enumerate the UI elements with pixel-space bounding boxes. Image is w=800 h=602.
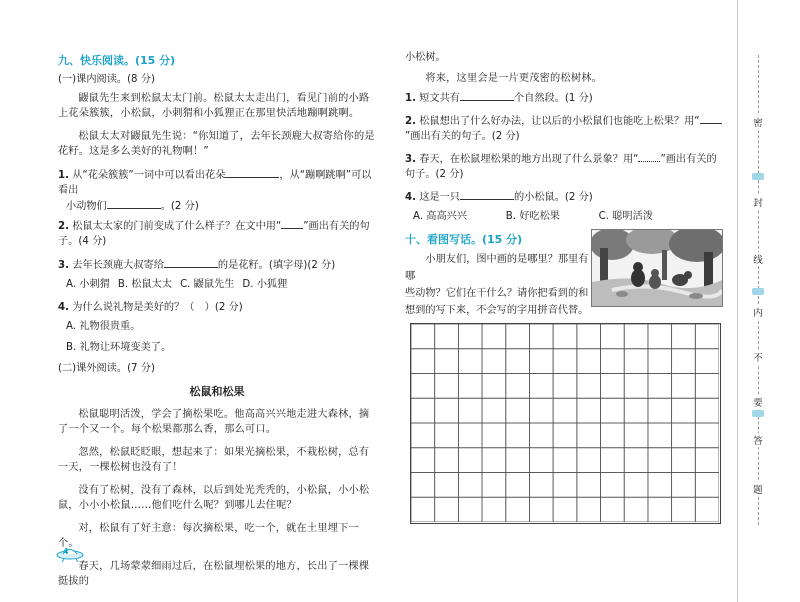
writing-cell[interactable] [695, 324, 719, 349]
writing-cell[interactable] [506, 374, 530, 399]
writing-cell[interactable] [482, 448, 506, 473]
writing-cell[interactable] [529, 374, 553, 399]
story-paragraph-3: 没有了松树，没有了森林，以后到处光秃秃的，小松鼠，小小松鼠，小小小松鼠……他们吃什么呢？到哪儿去住呢？ [58, 485, 370, 511]
writing-cell[interactable] [672, 497, 696, 522]
writing-cell[interactable] [411, 497, 435, 522]
writing-grid[interactable] [410, 323, 721, 524]
writing-cell[interactable] [553, 473, 577, 498]
passage-1-paragraph-1: 鼹鼠先生来到松鼠太太门前。松鼠太太走出门，看见门前的小路上花朵簇簇，小松鼠，小刺猬和小狐狸正在那里快活地蹦啊跳啊。 [58, 93, 370, 119]
writing-cell[interactable] [506, 349, 530, 374]
writing-cell[interactable] [411, 473, 435, 498]
writing-cell[interactable] [458, 349, 482, 374]
question-9-1-2: 2. 松鼠太太家的门前变成了什么样子？在文中用“ ”画出有关的句子。(4 分) [58, 218, 376, 249]
answer-blank[interactable] [460, 90, 514, 101]
seal-char-6: 要 [751, 395, 765, 409]
writing-cell[interactable] [529, 398, 553, 423]
writing-cell[interactable] [648, 448, 672, 473]
writing-cell[interactable] [529, 349, 553, 374]
writing-cell[interactable] [553, 374, 577, 399]
writing-cell[interactable] [648, 497, 672, 522]
writing-cell[interactable] [695, 374, 719, 399]
question-9-2-4-options: A. 高高兴兴 B. 好吃松果 C. 聪明活泼 [413, 211, 653, 222]
page-number: 4 [63, 547, 69, 556]
story-paragraph-1: 松鼠聪明活泼，学会了摘松果吃。他高高兴兴地走进大森林，摘了一个又一个。每个松果都那么香，那么可口。 [58, 409, 370, 435]
writing-cell[interactable] [695, 497, 719, 522]
seal-char-1: 密 [751, 115, 765, 129]
writing-cell[interactable] [577, 374, 601, 399]
writing-cell[interactable] [672, 398, 696, 423]
writing-cell[interactable] [577, 349, 601, 374]
story-paragraph-4: 对，松鼠有了好主意：每次摘松果，吃一个，就在土里埋下一个。 [58, 523, 359, 549]
writing-cell[interactable] [648, 423, 672, 448]
writing-cell[interactable] [695, 448, 719, 473]
part-2-title: (二)课外阅读。(7 分) [58, 363, 155, 374]
section-9-title: 九、快乐阅读。(15 分) [58, 54, 176, 67]
writing-cell[interactable] [672, 448, 696, 473]
writing-cell[interactable] [648, 324, 672, 349]
story-paragraph-5-continued: 小松树。 [405, 52, 446, 63]
writing-cell[interactable] [435, 349, 459, 374]
writing-cell[interactable] [601, 324, 625, 349]
story-paragraph-5: 春天，几场蒙蒙细雨过后，在松鼠埋松果的地方，长出了一棵棵挺拔的 [58, 561, 370, 587]
writing-cell[interactable] [695, 349, 719, 374]
writing-cell[interactable] [601, 497, 625, 522]
forest-animals-picture [591, 229, 723, 307]
seal-char-5: 不 [751, 350, 765, 364]
writing-cell[interactable] [601, 473, 625, 498]
writing-cell[interactable] [411, 398, 435, 423]
answer-blank[interactable] [225, 167, 279, 178]
question-9-2-3: 3. 春天，在松鼠埋松果的地方出现了什么景象？用“ ”画出有关的句子。(2 分) [405, 151, 723, 182]
writing-cell[interactable] [577, 448, 601, 473]
writing-cell[interactable] [529, 423, 553, 448]
writing-cell[interactable] [672, 324, 696, 349]
writing-cell[interactable] [601, 349, 625, 374]
writing-cell[interactable] [648, 473, 672, 498]
writing-cell[interactable] [506, 398, 530, 423]
writing-cell[interactable] [672, 349, 696, 374]
writing-cell[interactable] [624, 497, 648, 522]
writing-cell[interactable] [482, 423, 506, 448]
writing-cell[interactable] [411, 423, 435, 448]
writing-cell[interactable] [458, 374, 482, 399]
writing-cell[interactable] [601, 398, 625, 423]
writing-cell[interactable] [553, 497, 577, 522]
writing-cell[interactable] [624, 473, 648, 498]
writing-cell[interactable] [624, 398, 648, 423]
writing-cell[interactable] [435, 374, 459, 399]
writing-cell[interactable] [624, 324, 648, 349]
writing-cell[interactable] [529, 497, 553, 522]
question-9-1-3-options: A. 小刺猬 B. 松鼠太太 C. 鼹鼠先生 D. 小狐狸 [66, 279, 288, 290]
writing-cell[interactable] [601, 374, 625, 399]
writing-cell[interactable] [482, 374, 506, 399]
writing-cell[interactable] [601, 448, 625, 473]
writing-cell[interactable] [577, 398, 601, 423]
writing-cell[interactable] [577, 324, 601, 349]
writing-cell[interactable] [458, 473, 482, 498]
writing-cell[interactable] [648, 349, 672, 374]
question-9-2-1: 1. 短文共有 个自然段。(1 分) [405, 90, 723, 106]
writing-cell[interactable] [672, 473, 696, 498]
underline-symbol [700, 113, 722, 124]
writing-cell[interactable] [695, 473, 719, 498]
question-9-2-4: 4. 这是一只 的小松鼠。(2 分) [405, 189, 723, 205]
writing-cell[interactable] [482, 324, 506, 349]
story-paragraph-6: 将来，这里会是一片更茂密的松树林。 [425, 73, 602, 84]
writing-cell[interactable] [672, 423, 696, 448]
seal-char-7: 答 [751, 433, 765, 447]
answer-blank[interactable] [164, 257, 218, 268]
seal-char-3: 线 [751, 252, 765, 266]
writing-cell[interactable] [695, 398, 719, 423]
seal-marker-3 [752, 410, 764, 417]
writing-cell[interactable] [506, 324, 530, 349]
writing-cell[interactable] [411, 324, 435, 349]
writing-cell[interactable] [648, 398, 672, 423]
writing-grid-lines [411, 324, 719, 522]
writing-cell[interactable] [529, 448, 553, 473]
writing-cell[interactable] [435, 423, 459, 448]
writing-cell[interactable] [482, 473, 506, 498]
writing-cell[interactable] [411, 349, 435, 374]
question-9-1-4-option-b: B. 礼物让环境变美了。 [66, 342, 172, 353]
seal-char-4b: 内 [751, 305, 765, 319]
writing-cell[interactable] [577, 473, 601, 498]
part-1-title: (一)课内阅读。(8 分) [58, 74, 155, 85]
writing-cell[interactable] [458, 398, 482, 423]
writing-cell[interactable] [553, 423, 577, 448]
story-title: 松鼠和松果 [189, 385, 245, 398]
writing-cell[interactable] [458, 448, 482, 473]
writing-cell[interactable] [577, 497, 601, 522]
writing-cell[interactable] [695, 423, 719, 448]
question-9-1-3: 3. 去年长颈鹿大叔寄给 的是花籽。(填字母)(2 分) [58, 257, 376, 273]
seal-char-8: 题 [751, 482, 765, 496]
writing-cell[interactable] [458, 423, 482, 448]
writing-cell[interactable] [482, 398, 506, 423]
writing-cell[interactable] [577, 423, 601, 448]
writing-cell[interactable] [458, 497, 482, 522]
writing-cell[interactable] [624, 448, 648, 473]
writing-prompt: 小朋友们，图中画的是哪里？那里有哪 些动物？它们在干什么？请你把看到的和 想到的写下来，不会写的字用拼音代替。 [405, 254, 589, 316]
forest-scene-illustration [592, 230, 722, 306]
seal-marker-1 [752, 173, 764, 180]
writing-cell[interactable] [529, 324, 553, 349]
wavy-line-symbol [638, 151, 660, 162]
page-number-ufo-icon [56, 546, 86, 562]
writing-cell[interactable] [506, 473, 530, 498]
writing-cell[interactable] [553, 398, 577, 423]
writing-cell[interactable] [529, 473, 553, 498]
underline-symbol [281, 218, 303, 229]
seal-char-2: 封 [751, 195, 765, 209]
answer-blank[interactable] [460, 189, 514, 200]
page-number-badge [56, 546, 86, 562]
writing-cell[interactable] [435, 398, 459, 423]
question-9-1-4-option-a: A. 礼物很贵重。 [66, 321, 141, 332]
writing-cell[interactable] [435, 497, 459, 522]
question-9-2-2: 2. 松鼠想出了什么好办法，让以后的小松鼠们也能吃上松果？用“”画出有关的句子。(2 分) [405, 113, 723, 144]
left-column [58, 50, 376, 597]
writing-cell[interactable] [553, 349, 577, 374]
writing-cell[interactable] [624, 374, 648, 399]
writing-cell[interactable] [672, 374, 696, 399]
binding-sidebar [738, 55, 778, 525]
writing-cell[interactable] [411, 448, 435, 473]
writing-cell[interactable] [435, 324, 459, 349]
question-9-1-4: 4. 为什么说礼物是美好的？（ ）(2 分) [58, 302, 243, 313]
story-paragraph-2: 忽然，松鼠眨眨眼，想起来了：如果光摘松果，不栽松树，总有一天，一棵松树也没有了！ [58, 447, 370, 473]
answer-blank[interactable] [107, 198, 161, 209]
passage-1-paragraph-2: 松鼠太太对鼹鼠先生说：“你知道了，去年长颈鹿大叔寄给你的是花籽。这是多么美好的礼物啊！” [58, 131, 375, 157]
writing-cell[interactable] [506, 448, 530, 473]
writing-cell[interactable] [458, 324, 482, 349]
writing-cell[interactable] [624, 349, 648, 374]
writing-cell[interactable] [482, 497, 506, 522]
writing-cell[interactable] [411, 374, 435, 399]
writing-cell[interactable] [482, 349, 506, 374]
writing-cell[interactable] [553, 448, 577, 473]
writing-cell[interactable] [435, 448, 459, 473]
writing-cell[interactable] [553, 324, 577, 349]
section-10-title: 十、看图写话。(15 分) [405, 233, 523, 246]
writing-cell[interactable] [435, 473, 459, 498]
seal-marker-2 [752, 288, 764, 295]
writing-cell[interactable] [648, 374, 672, 399]
writing-cell[interactable] [506, 423, 530, 448]
question-9-1-1: 1. 从“花朵簇簇”一词中可以看出花朵 ，从“蹦啊跳啊”可以看出 小动物们 。(2 分) [58, 167, 376, 214]
writing-cell[interactable] [601, 423, 625, 448]
writing-cell[interactable] [506, 497, 530, 522]
writing-cell[interactable] [624, 423, 648, 448]
